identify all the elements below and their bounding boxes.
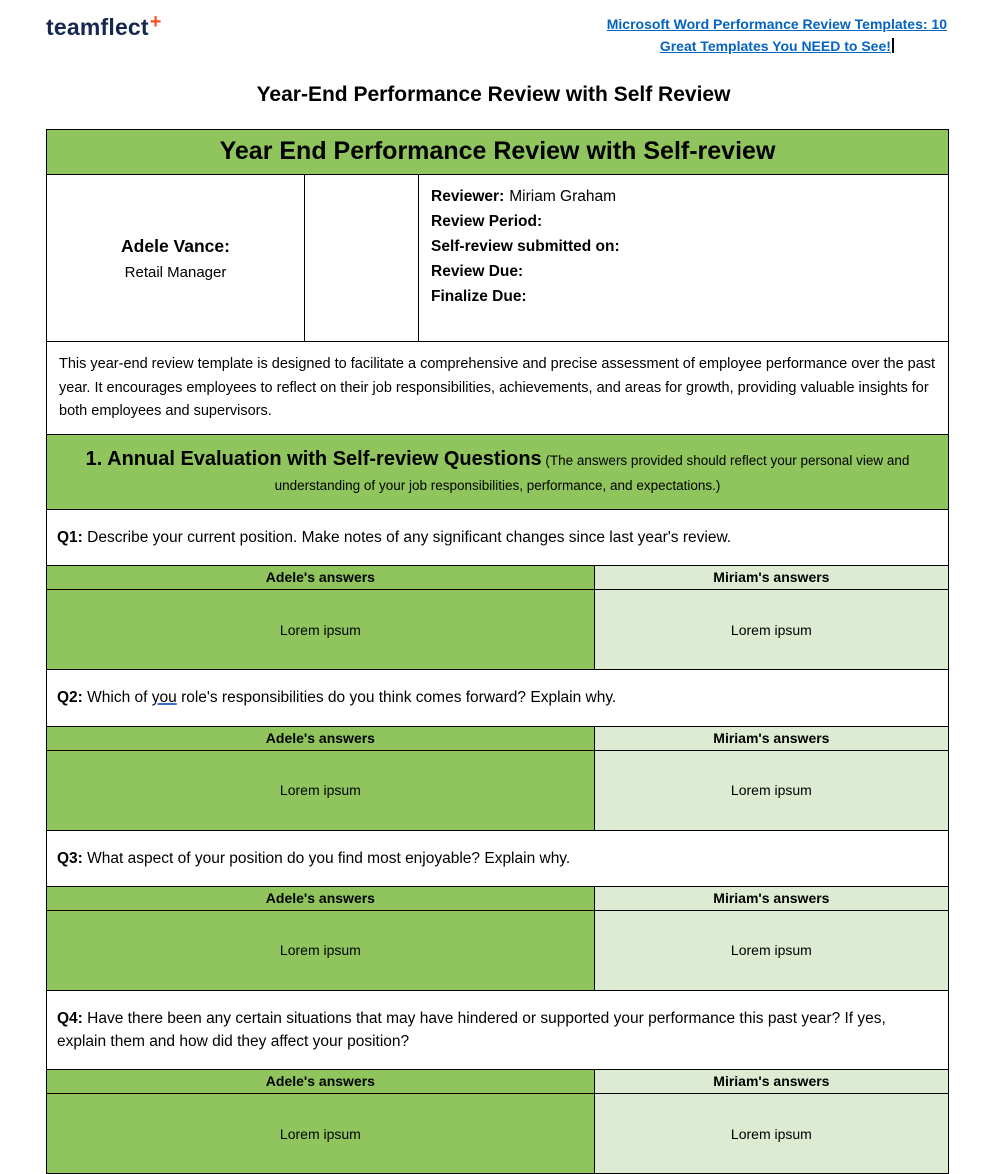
miriam-answers-header: Miriam's answers	[595, 727, 948, 751]
field-value: Miriam Graham	[509, 188, 617, 206]
adele-answers-header: Adele's answers	[47, 727, 595, 751]
answers-table-4	[46, 1069, 949, 1174]
question-text: What aspect of your position do you find most enjoyable? Explain why.	[82, 849, 571, 867]
miriam-answers-header: Miriam's answers	[595, 1070, 948, 1094]
info-row	[46, 174, 949, 342]
adele-answer-cell[interactable]: Lorem ipsum	[47, 590, 595, 669]
top-bar	[0, 0, 987, 57]
question-2	[46, 669, 949, 726]
field-review-due	[431, 260, 936, 285]
template-article-link[interactable]	[607, 14, 947, 57]
employee-cell	[47, 175, 305, 341]
adele-answer-cell[interactable]: Lorem ipsum	[47, 751, 595, 830]
question-3	[46, 830, 949, 887]
banner-title: Year End Performance Review with Self-review	[46, 129, 949, 175]
page-title: Year-End Performance Review with Self Review	[256, 83, 731, 107]
adele-answers-header: Adele's answers	[47, 566, 595, 590]
grammar-flagged-word: you	[151, 689, 177, 707]
miriam-answer-cell[interactable]: Lorem ipsum	[595, 1094, 948, 1173]
answers-table-1	[46, 565, 949, 670]
section-header	[46, 434, 949, 510]
field-label: Reviewer:	[431, 188, 505, 206]
adele-answers-header: Adele's answers	[47, 1070, 595, 1094]
empty-cell	[305, 175, 419, 341]
link-line-1[interactable]: Microsoft Word Performance Review Templates: 10	[606, 16, 947, 32]
question-text: role's responsibilities do you think comes forward? Explain why.	[176, 689, 617, 707]
field-label: Review Due:	[431, 262, 524, 280]
adele-answers-header: Adele's answers	[47, 887, 595, 911]
field-review-period	[431, 210, 936, 235]
adele-answer-cell[interactable]: Lorem ipsum	[47, 1094, 595, 1173]
miriam-answer-cell[interactable]: Lorem ipsum	[595, 590, 948, 669]
adele-answer-cell[interactable]: Lorem ipsum	[47, 911, 595, 990]
field-self-review-submitted	[431, 235, 936, 260]
field-label: Self-review submitted on:	[431, 237, 620, 255]
question-label: Q2:	[57, 689, 83, 707]
miriam-answer-cell[interactable]: Lorem ipsum	[595, 751, 948, 830]
question-text: Which of	[82, 689, 152, 707]
miriam-answers-header: Miriam's answers	[595, 566, 948, 590]
field-finalize-due	[431, 285, 936, 310]
employee-name: Adele Vance:	[121, 235, 230, 256]
link-line-2[interactable]: Great Templates You NEED to See!	[659, 37, 891, 54]
answers-table-3	[46, 886, 949, 991]
question-label: Q1:	[57, 529, 83, 547]
question-label: Q3:	[57, 849, 83, 867]
section-title: 1. Annual Evaluation with Self-review Questions	[85, 447, 542, 470]
answers-table-2	[46, 726, 949, 831]
teamflect-logo	[46, 11, 162, 41]
question-text: Describe your current position. Make notes of any significant changes since last year's review.	[82, 529, 732, 547]
plus-icon: +	[149, 11, 162, 33]
employee-role: Retail Manager	[124, 263, 227, 281]
question-label: Q4:	[57, 1009, 83, 1027]
field-label: Finalize Due:	[431, 287, 527, 305]
logo-text: teamflect	[46, 14, 149, 40]
field-reviewer	[431, 185, 936, 210]
text-cursor	[892, 38, 894, 53]
review-table	[46, 129, 949, 1174]
section-subtitle: (The answers provided should reflect your personal view and understanding of your job responsibilities, performance, and expectations.)	[274, 452, 910, 493]
template-description: This year-end review template is designed to facilitate a comprehensive and precise assessment of employee performance over the past year. It encourages employees to reflect on their job responsibilities, achievements, and areas for growth, providing valuable insights for both employees and supervisors.	[46, 341, 949, 435]
review-fields	[419, 175, 948, 341]
question-1	[46, 509, 949, 566]
question-4	[46, 990, 949, 1071]
field-label: Review Period:	[431, 213, 543, 231]
question-text: Have there been any certain situations that may have hindered or supported your performance this past year? If yes, explain them and how did they affect your position?	[57, 1009, 886, 1051]
miriam-answer-cell[interactable]: Lorem ipsum	[595, 911, 948, 990]
miriam-answers-header: Miriam's answers	[595, 887, 948, 911]
